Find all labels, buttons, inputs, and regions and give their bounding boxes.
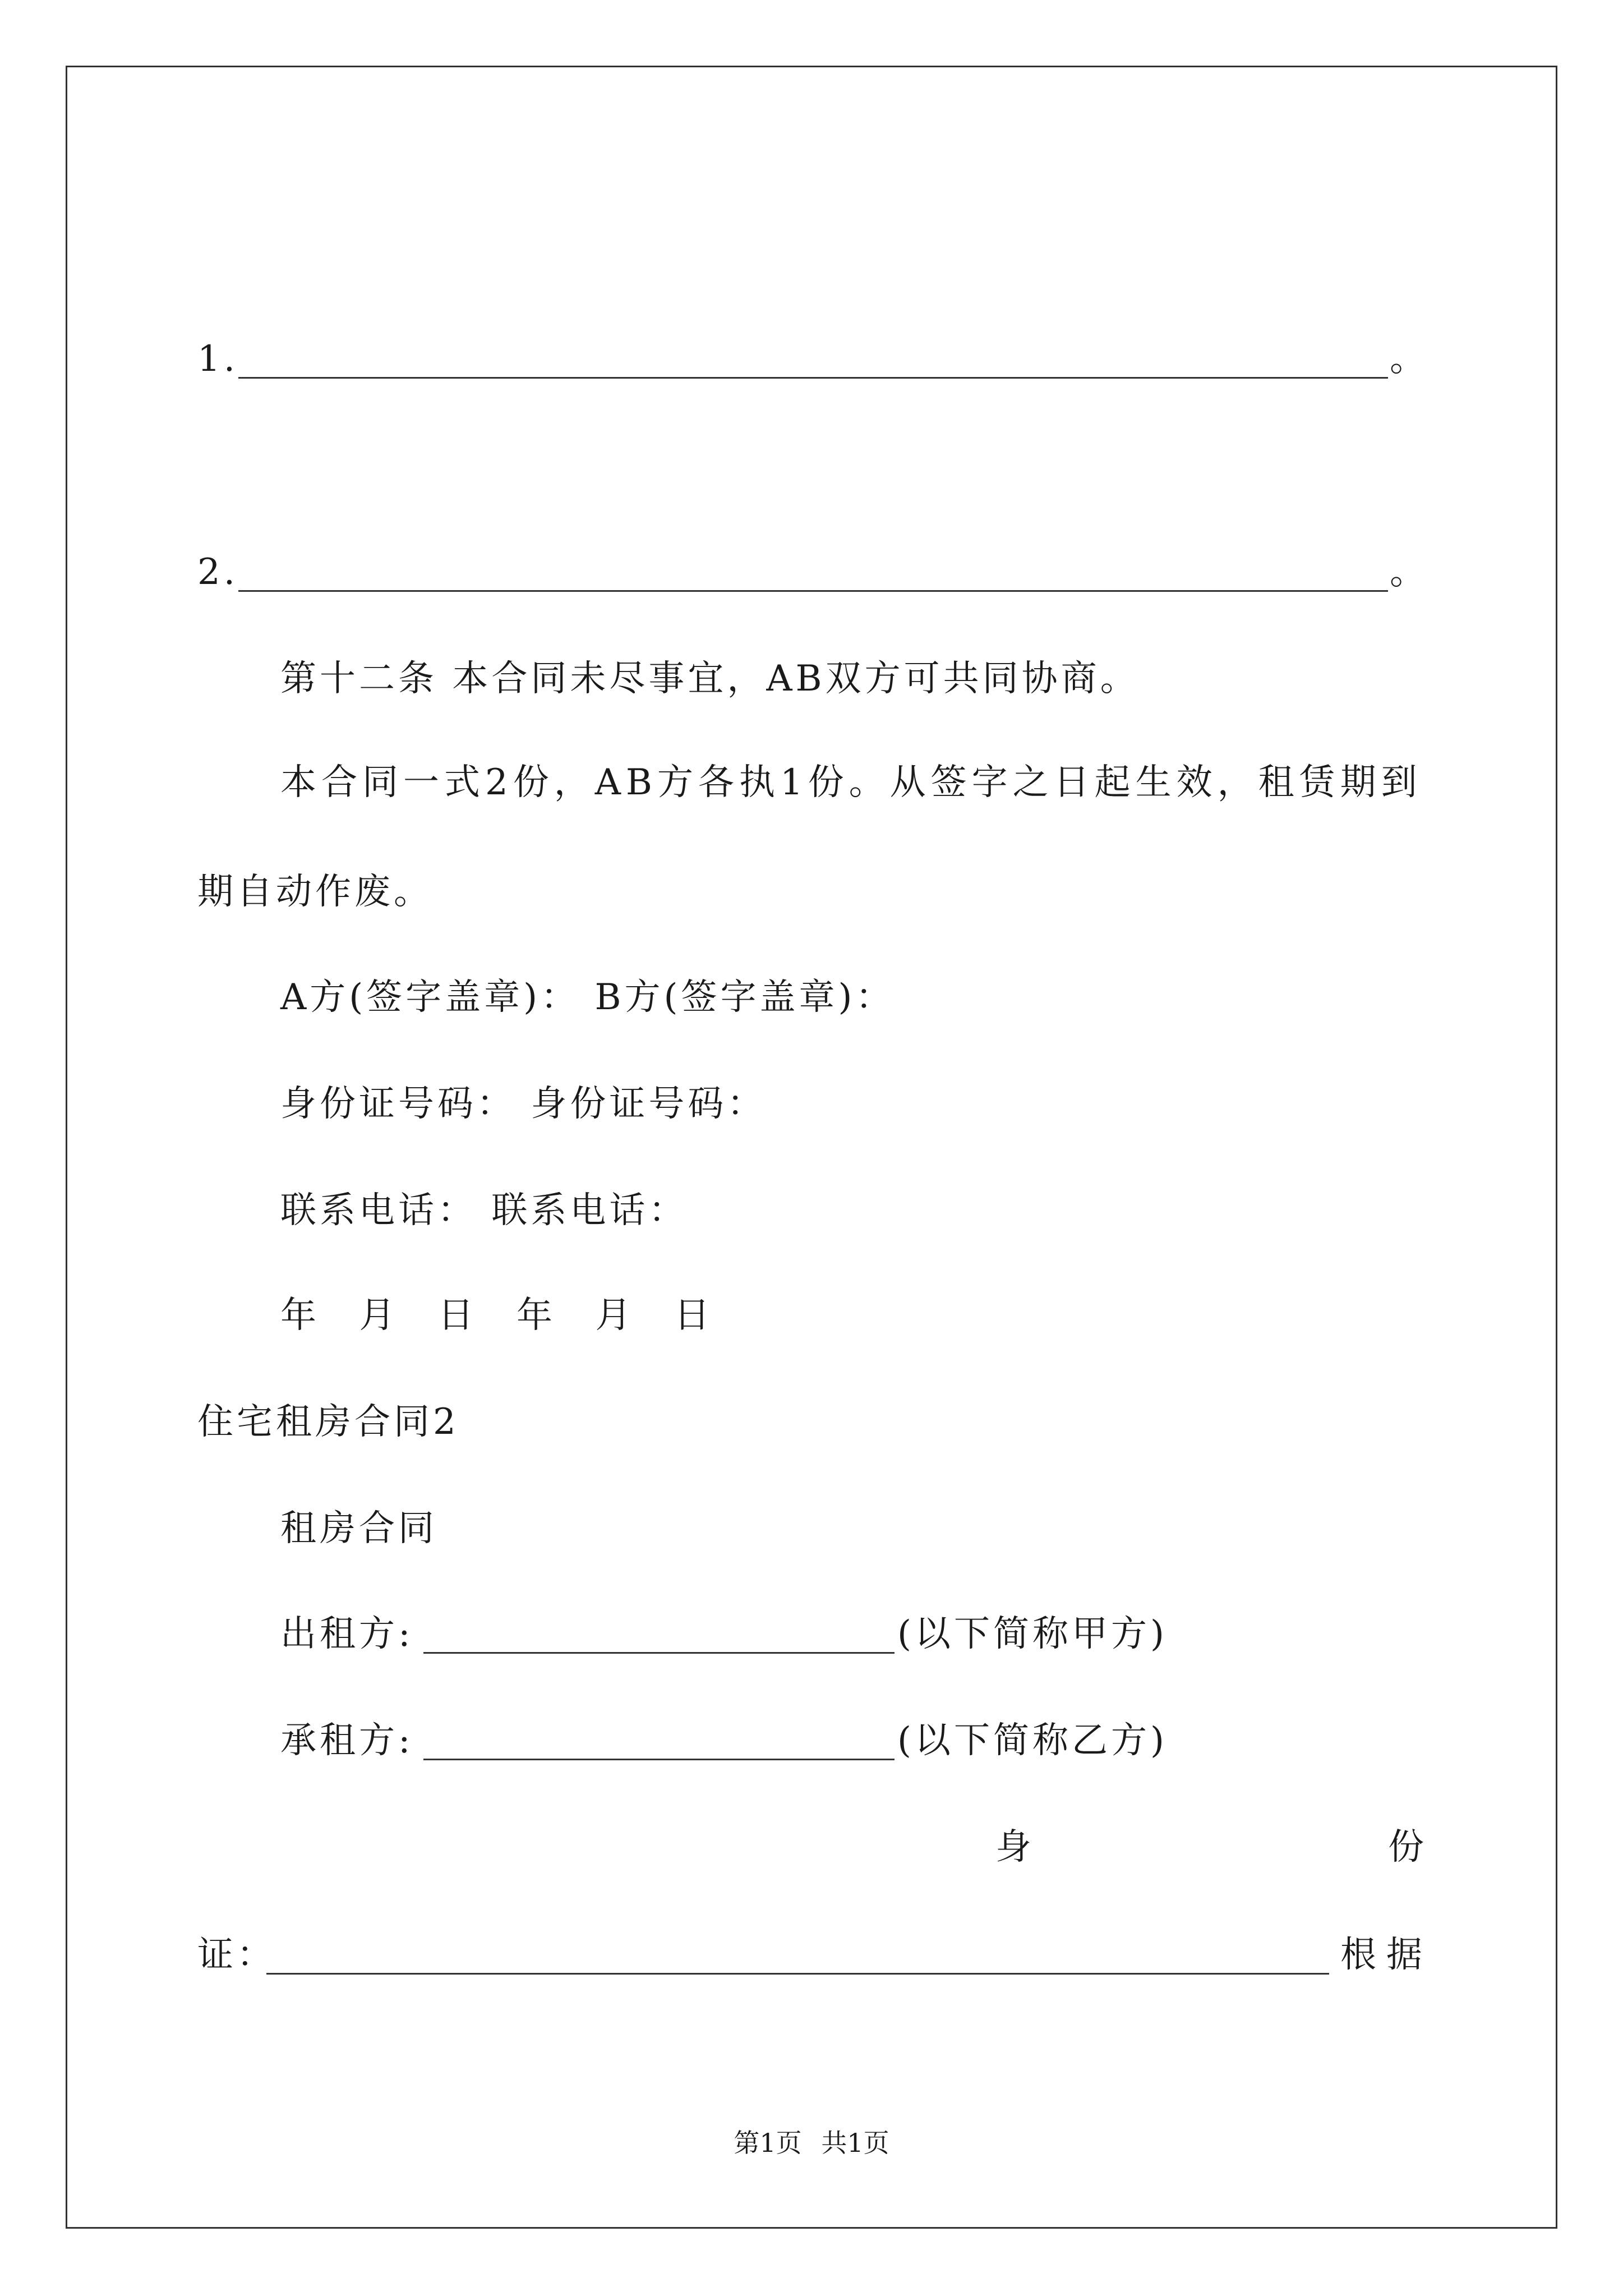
id-number-line: 身份证号码： 身份证号码： (280, 1083, 767, 1125)
item-2-end: 。 (1390, 551, 1429, 593)
item-2-number: 2. (197, 551, 239, 593)
lessee-label: 承租方: (280, 1720, 414, 1761)
copies-paragraph-line-1: 本合同一式2份，AB方各执1份。从签字之日起生效，租赁期到 (280, 762, 1422, 803)
page-footer (0, 2126, 1623, 2160)
lessor-blank (423, 1652, 895, 1654)
copies-paragraph-line-2: 期自动作废。 (197, 871, 433, 913)
date-line: 年 月 日 年 月 日 (280, 1295, 726, 1336)
item-1-blank (238, 377, 1388, 379)
lessee-blank (423, 1759, 895, 1760)
id-blank (266, 1973, 1329, 1975)
lessor-suffix: (以下简称甲方) (897, 1613, 1168, 1655)
id-suffix: 根据 (1340, 1934, 1432, 1976)
phone-line: 联系电话： 联系电话： (280, 1190, 688, 1231)
page-border (66, 66, 1557, 2229)
signature-line: A方(签字盖章)： B方(签字盖章)： (280, 977, 895, 1018)
lessee-suffix: (以下简称乙方) (897, 1720, 1168, 1761)
contract-title: 租房合同 (280, 1508, 437, 1549)
id-char-shen: 身 (995, 1826, 1035, 1868)
article-12: 第十二条 本合同未尽事宜，AB双方可共同协商。 (280, 658, 1140, 700)
item-1-end: 。 (1390, 338, 1429, 380)
id-label: 证： (197, 1934, 276, 1976)
page-total: 共1页 (821, 2128, 889, 2158)
item-1-number: 1. (197, 338, 239, 380)
id-char-fen: 份 (1388, 1826, 1427, 1868)
item-2-blank (238, 590, 1388, 592)
contract-2-heading: 住宅租房合同2 (197, 1401, 459, 1443)
lessor-label: 出租方: (280, 1613, 414, 1655)
page-number: 第1页 (734, 2128, 802, 2158)
